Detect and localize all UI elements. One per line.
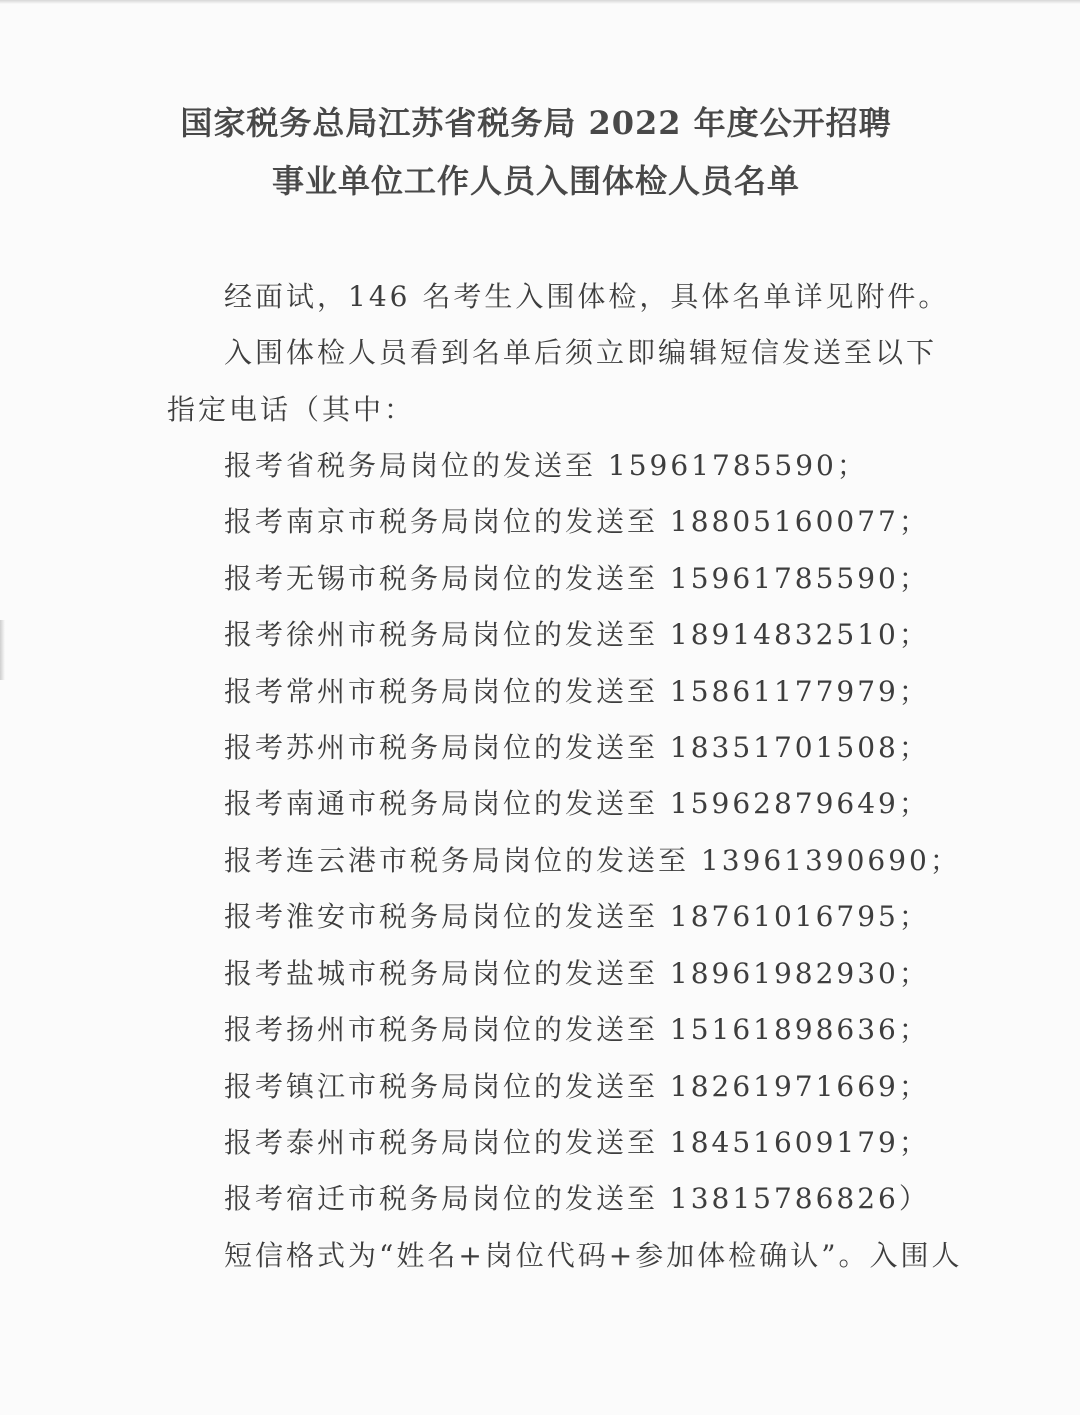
contact-line-yangzhou: 报考扬州市税务局岗位的发送至 15161898636； bbox=[224, 1013, 930, 1046]
contact-line-suzhou: 报考苏州市税务局岗位的发送至 18351701508； bbox=[224, 731, 930, 764]
contact-line-yancheng: 报考盐城市税务局岗位的发送至 18961982930； bbox=[224, 957, 930, 990]
contact-line-provincial: 报考省税务局岗位的发送至 15961785590； bbox=[224, 449, 868, 482]
paragraph-sms-format: 短信格式为“姓名+岗位代码+参加体检确认”。入围人 bbox=[224, 1239, 963, 1272]
scan-top-edge bbox=[0, 0, 1080, 4]
document-title-line-1: 国家税务总局江苏省税务局 2022 年度公开招聘 bbox=[180, 104, 892, 142]
contact-line-huaian: 报考淮安市税务局岗位的发送至 18761016795； bbox=[224, 900, 930, 933]
document-title-line-2: 事业单位工作人员入围体检人员名单 bbox=[271, 162, 800, 200]
contact-line-xuzhou: 报考徐州市税务局岗位的发送至 18914832510； bbox=[224, 618, 930, 651]
scan-left-edge bbox=[0, 620, 5, 680]
contact-line-taizhou: 报考泰州市税务局岗位的发送至 18451609179； bbox=[224, 1126, 930, 1159]
contact-line-nanjing: 报考南京市税务局岗位的发送至 18805160077； bbox=[224, 505, 930, 538]
contact-line-suqian: 报考宿迁市税务局岗位的发送至 13815786826） bbox=[224, 1182, 930, 1215]
contact-line-wuxi: 报考无锡市税务局岗位的发送至 15961785590； bbox=[224, 562, 930, 595]
paragraph-sms-instruction-line-2: 指定电话（其中： bbox=[167, 393, 416, 426]
contact-line-lianyungang: 报考连云港市税务局岗位的发送至 13961390690； bbox=[224, 844, 961, 877]
contact-line-zhenjiang: 报考镇江市税务局岗位的发送至 18261971669； bbox=[224, 1070, 930, 1103]
paragraph-sms-instruction-line-1: 入围体检人员看到名单后须立即编辑短信发送至以下 bbox=[224, 336, 938, 369]
contact-line-nantong: 报考南通市税务局岗位的发送至 15962879649； bbox=[224, 787, 930, 820]
contact-line-changzhou: 报考常州市税务局岗位的发送至 15861177979； bbox=[224, 675, 930, 708]
paragraph-interview-result: 经面试，146 名考生入围体检，具体名单详见附件。 bbox=[224, 280, 950, 313]
